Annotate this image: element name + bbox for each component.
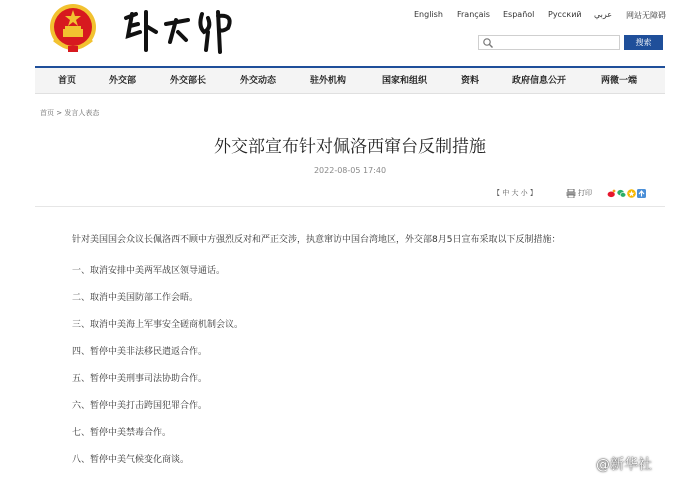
lang-russian[interactable]: Русский (548, 10, 582, 19)
xinhua-watermark: @新华社 (596, 457, 652, 473)
nav-item-open-government[interactable]: 政府信息公开 (512, 76, 567, 86)
font-size-switcher[interactable]: 【 中 大 小 】 (493, 189, 537, 197)
search-input[interactable] (496, 37, 616, 48)
print-icon[interactable] (566, 189, 576, 198)
accessibility-link[interactable]: 网站无障碍 (626, 11, 666, 20)
nav-item-diplomatic-news[interactable]: 外交动态 (240, 76, 277, 86)
lang-english[interactable]: English (414, 10, 443, 19)
measure-item: 六、暂停中美打击跨国犯罪合作。 (72, 401, 208, 411)
article-intro: 针对美国国会众议长佩洛西不顾中方强烈反对和严正交涉，执意窜访中国台湾地区，外交部8月5日宣布采取以下反制措施： (72, 235, 561, 245)
measure-item: 五、暂停中美刑事司法协助合作。 (72, 374, 208, 384)
search-button[interactable]: 搜索 (624, 35, 663, 50)
share-more-icon[interactable] (637, 189, 646, 198)
measure-item: 一、取消安排中美两军战区领导通话。 (72, 266, 226, 276)
measure-item: 八、暂停中美气候变化商谈。 (72, 455, 190, 465)
weibo-share-icon[interactable] (607, 189, 616, 198)
nav-item-minister[interactable]: 外交部长 (170, 76, 207, 86)
nav-item-countries[interactable]: 国家和组织 (382, 76, 428, 86)
national-emblem-icon[interactable] (48, 2, 98, 54)
nav-item-missions[interactable]: 驻外机构 (310, 76, 347, 86)
divider (35, 206, 665, 207)
calligraphy-logo-icon[interactable] (118, 6, 243, 56)
search-box (478, 35, 620, 50)
wechat-share-icon[interactable] (617, 189, 626, 198)
breadcrumb[interactable]: 首页 > 发言人表态 (40, 109, 100, 117)
measure-item: 二、取消中美国防部工作会晤。 (72, 293, 199, 303)
measure-item: 三、取消中美海上军事安全磋商机制会议。 (72, 320, 244, 330)
qzone-share-icon[interactable] (627, 189, 636, 198)
measure-item: 四、暂停中美非法移民遣返合作。 (72, 347, 208, 357)
nav-item-resources[interactable]: 资料 (461, 76, 480, 86)
lang-spanish[interactable]: Español (503, 10, 535, 19)
nav-item-ministry[interactable]: 外交部 (109, 76, 137, 86)
measure-item: 七、暂停中美禁毒合作。 (72, 428, 172, 438)
search-icon (482, 37, 494, 49)
nav-item-home[interactable]: 首页 (58, 76, 77, 86)
language-switcher (408, 10, 673, 24)
lang-french[interactable]: Français (457, 10, 490, 19)
main-nav (35, 66, 665, 94)
site-header (0, 0, 700, 66)
print-button[interactable]: 打印 (578, 189, 592, 197)
page-title: 外交部宣布针对佩洛西窜台反制措施 (214, 137, 486, 157)
publish-date: 2022-08-05 17:40 (313, 166, 387, 175)
lang-arabic[interactable]: عربي (594, 10, 613, 19)
nav-item-social-media[interactable]: 两微一端 (601, 76, 638, 86)
